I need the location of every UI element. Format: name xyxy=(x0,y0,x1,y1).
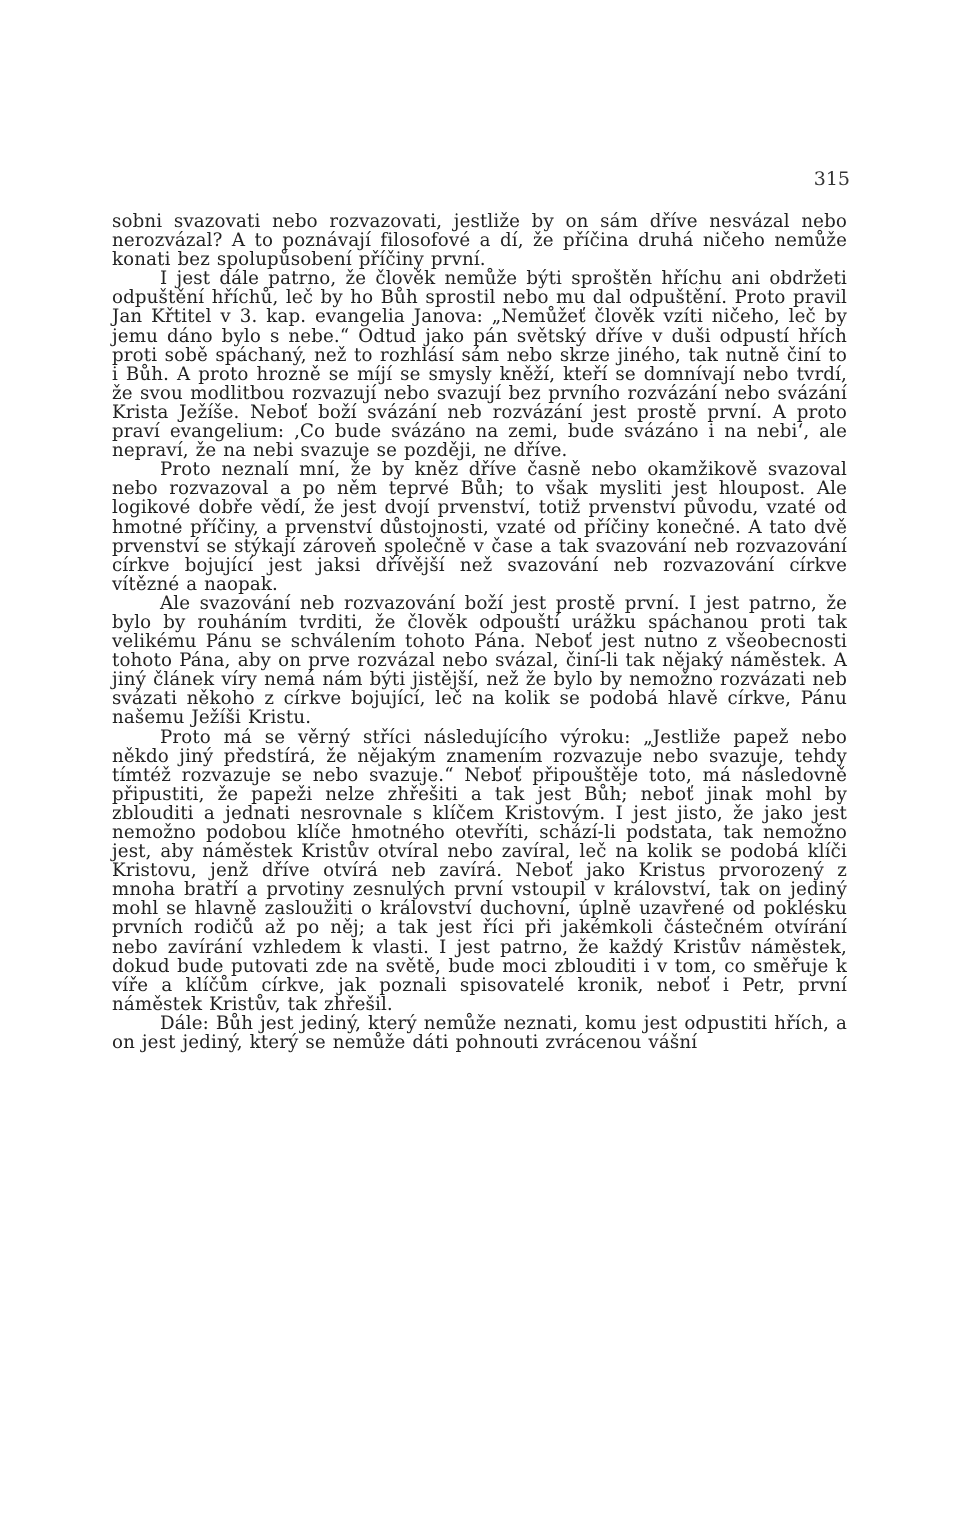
paragraph: I jest dále patrno, že člověk nemůže býti sproštěn hříchu ani obdržeti odpuštění hříchů, leč by ho Bůh sprostil nebo mu dal odpuštění. Proto pravil Jan Křtitel v 3. kap. evangelia Janova: „Nemůžeť člověk vzíti ničeho, leč by jemu dáno bylo s nebe.“ Odtud jako pán světský dříve v duši odpustí hřích proti sobě spáchaný, než to rozhlásí sám nebo skrze jiného, tak nutně činí to i Bůh. A proto hrozně se míjí se smysly kněží, kteří se domnívají nebo tvrdí, že svou modlitbou rozvazují nebo svazují bez prvního rozvázání nebo svázání Krista Ježíše. Neboť boží svázání neb rozvázání jest prostě první. A proto praví evangelium: ‚Co bude svázáno na zemi, bude svázáno i na nebi‘, ale nepraví, že na nebi svazuje se později, ne dříve. xyxy=(112,268,847,462)
paragraph: Proto neznalí mní, že by kněz dříve časně nebo okamžikově svazoval nebo rozvazoval a po něm teprvé Bůh; to však mysliti jest hloupost. Ale logikové dobře vědí, že jest dvojí prvenství, totiž prvenství původu, vzaté od hmotné příčiny, a prvenství důstojnosti, vzaté od příčiny konečné. A tato dvě prvenství se stýkají zároveň společně v čase a tak svazování neb rozvazování církve bojující jest jaksi dřívější než svazování neb rozvazování církve vítězné a naopak. xyxy=(112,459,847,595)
paragraph: Ale svazování neb rozvazování boží jest prostě první. I jest patrno, že bylo by rouháním tvrditi, že člověk odpouští urážku spáchanou proti tak velikému Pánu se schválením tohoto Pána. Neboť jest nutno z všeobecnosti tohoto Pána, aby on prve rozvázal nebo svázal, činí-li tak nějaký náměstek. A jiný článek víry nemá nám býti jistější, než že bylo by nemožno rozvázati neb svázati někoho z církve bojující, leč na kolik se podobá hlavě církve, Pánu našemu Ježíši Kristu. xyxy=(112,592,847,729)
page-number: 315 xyxy=(813,168,850,190)
paragraph: sobni svazovati nebo rozvazovati, jestliže by on sám dříve nesvázal nebo nerozvázal? A to poznávají filosofové a dí, že příčina druhá ničeho nemůže konati bez spolupůsobení příčiny první. xyxy=(112,211,847,271)
body-text xyxy=(112,212,847,1052)
paragraph: Proto má se věrný stříci následujícího výroku: „Jestliže papež nebo někdo jiný předstírá, že nějakým znamením rozvazuje nebo svazuje, tehdy tímtéž rozvazuje se nebo svazuje.“ Neboť připouštěje toto, má následovně připustiti, že papeži nelze zhřešiti a tak jest Bůh; neboť jinak mohl by zblouditi a jednati nesrovnale s klíčem Kristovým. I jest jisto, že jako jest nemožno podobou klíče hmotného otevříti, schází-li podstata, tak nemožno jest, aby náměstek Kristův otvíral nebo zavíral, leč na kolik se podobá klíči Kristovu, jenž dříve otvírá neb zavírá. Neboť jako Kristus prvorozený z mnoha bratří a prvotiny zesnulých první vstoupil v království, tak on jediný mohl se hlavně zasloužiti o království duchovní, úplně uzavřené od poklésku prvních rodičů až po něj; a tak jest říci při jakémkoli částečném otvírání nebo zavírání vzhledem k vlasti. I jest patrno, že každý Kristův náměstek, dokud bude putovati zde na světě, bude moci zblouditi i v tom, co směřuje k víře a klíčům církve, jak poznali spisovatelé kronik, neboť i Petr, první náměstek Kristův, tak zhřešil. xyxy=(112,726,847,1015)
paragraph: Dále: Bůh jest jediný, který nemůže neznati, komu jest odpustiti hřích, a on jest jediný, který se nemůže dáti pohnouti zvrácenou vášní xyxy=(112,1012,847,1054)
